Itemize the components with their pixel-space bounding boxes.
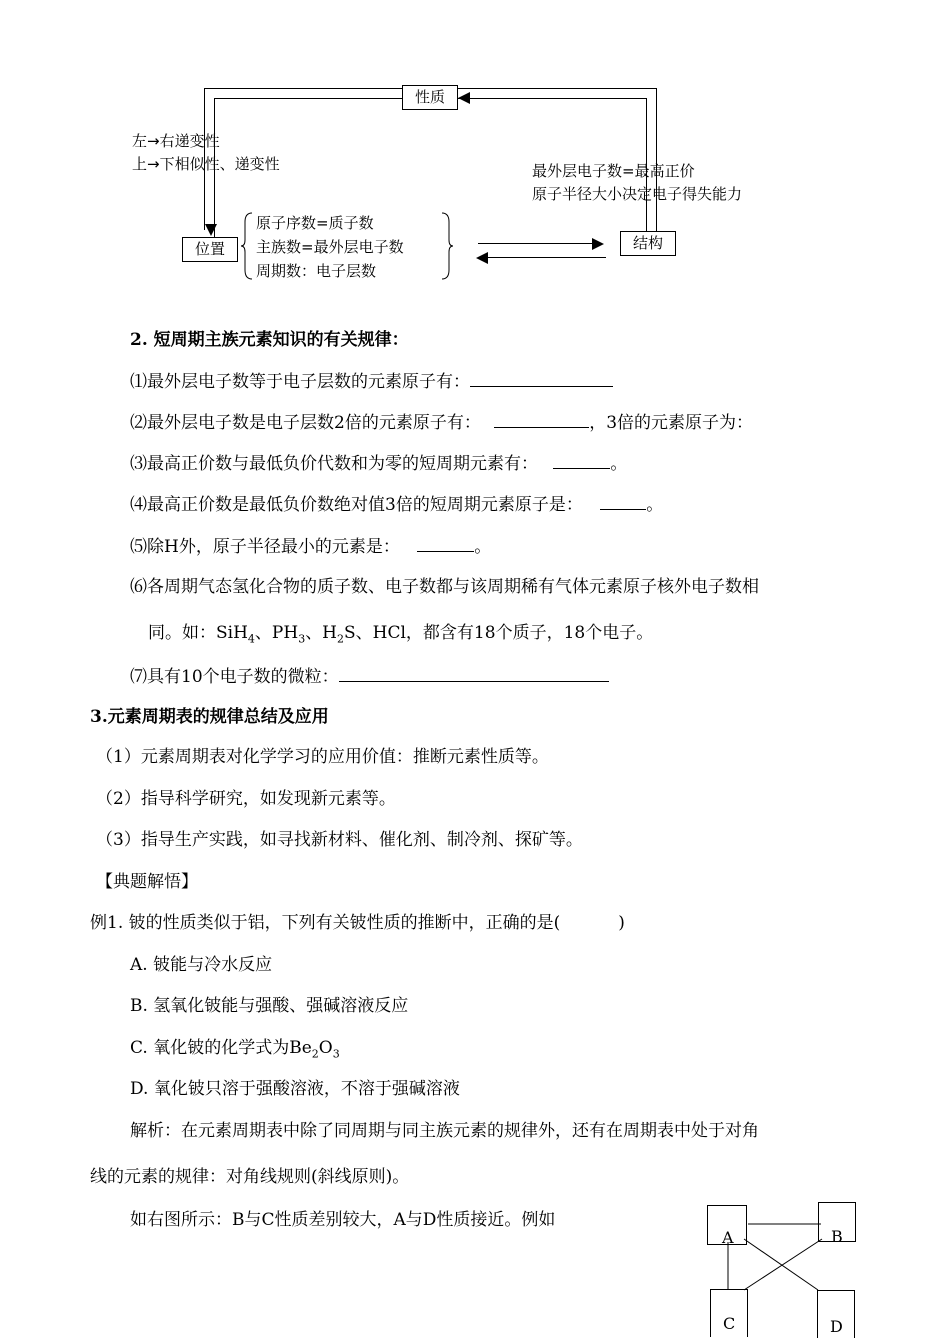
option-a: A. 铍能与冷水反应 bbox=[130, 955, 273, 975]
left-note-2: 上→下相似性、递变性 bbox=[132, 155, 280, 173]
answer-blank[interactable] bbox=[470, 370, 613, 387]
rule-item-2 bbox=[130, 411, 753, 434]
brace-item-1: 原子序数=质子数 bbox=[256, 214, 374, 232]
rule-item-6-line2: 同。如：SiH$_4$、$PH_3$、$H_2S$、HCl，都含有18个质子，18个电子。 bbox=[148, 623, 654, 646]
example-question: 例1. 铍的性质类似于铝，下列有关铍性质的推断中，正确的是( ) bbox=[90, 913, 625, 933]
section3-item-1: （1）元素周期表对化学学习的应用价值：推断元素性质等。 bbox=[96, 747, 549, 767]
answer-blank[interactable] bbox=[553, 452, 610, 469]
box-property: 性质 bbox=[402, 85, 458, 110]
right-note-2: 原子半径大小决定电子得失能力 bbox=[532, 185, 743, 203]
rule-item-2-text: ⑵最外层电子数是电子层数2倍的元素原子有： bbox=[130, 413, 481, 433]
option-d: D. 氧化铍只溶于强酸溶液，不溶于强碱溶液 bbox=[130, 1079, 460, 1099]
cell-b: B bbox=[818, 1202, 856, 1242]
answer-blank[interactable] bbox=[417, 535, 474, 552]
option-c: C. 氧化铍的化学式为$Be_2O_3$ bbox=[130, 1038, 340, 1061]
cell-a: A bbox=[707, 1205, 747, 1245]
cell-c: C bbox=[710, 1289, 748, 1337]
cell-d: D bbox=[817, 1290, 855, 1338]
arrow-left-icon bbox=[476, 251, 490, 265]
rule-item-1 bbox=[130, 370, 613, 393]
box-structure: 结构 bbox=[620, 231, 676, 256]
analysis-line-1: 解析：在元素周期表中除了同周期与同主族元素的规律外，还有在周期表中处于对角 bbox=[130, 1121, 759, 1141]
box-position: 位置 bbox=[182, 237, 238, 262]
rule-item-4-text: ⑷最高正价数是最低负价数绝对值3倍的短周期元素原子是： bbox=[130, 495, 583, 515]
left-note-1: 左→右递变性 bbox=[132, 132, 220, 150]
answer-blank[interactable] bbox=[494, 411, 589, 428]
rule-item-7-text: ⑺具有10个电子数的微粒： bbox=[130, 667, 339, 687]
analysis-line-2: 线的元素的规律：对角线规则(斜线原则)。 bbox=[90, 1167, 410, 1187]
rule-item-6-line1: ⑹各周期气态氢化合物的质子数、电子数都与该周期稀有气体元素原子核外电子数相 bbox=[130, 577, 759, 597]
brace-item-2: 主族数=最外层电子数 bbox=[256, 238, 404, 256]
section3-item-3: （3）指导生产实践，如寻找新材料、催化剂、制冷剂、探矿等。 bbox=[96, 830, 583, 850]
right-note-1: 最外层电子数=最高正价 bbox=[532, 162, 695, 180]
analysis-line-3: 如右图所示：B与C性质差别较大，A与D性质接近。例如 bbox=[130, 1210, 556, 1230]
arrow-left-icon bbox=[456, 90, 472, 106]
rule-item-5: ⑸除H外，原子半径最小的元素是： 。 bbox=[130, 537, 492, 557]
arrow-right-icon bbox=[592, 237, 606, 251]
example-heading: 【典题解悟】 bbox=[96, 872, 198, 892]
rule-item-3: ⑶最高正价数与最低负价代数和为零的短周期元素有： 。 bbox=[130, 454, 628, 474]
arrow-down-icon bbox=[203, 224, 219, 238]
option-b: B. 氢氧化铍能与强酸、强碱溶液反应 bbox=[130, 996, 409, 1016]
answer-blank[interactable] bbox=[339, 665, 609, 682]
section2-title: 2. 短周期主族元素知识的有关规律： bbox=[130, 330, 409, 350]
left-brace-icon bbox=[240, 212, 254, 280]
rule-item-1-text: ⑴最外层电子数等于电子层数的元素原子有： bbox=[130, 372, 470, 392]
section3-title: 3.元素周期表的规律总结及应用 bbox=[90, 707, 329, 727]
answer-blank[interactable] bbox=[600, 493, 646, 510]
rule-item-3-text: ⑶最高正价数与最低负价代数和为零的短周期元素有： bbox=[130, 454, 538, 474]
right-brace-icon bbox=[440, 212, 454, 280]
section3-item-2: （2）指导科学研究，如发现新元素等。 bbox=[96, 789, 396, 809]
rule-item-7 bbox=[130, 665, 609, 688]
brace-item-3: 周期数：电子层数 bbox=[256, 262, 377, 280]
rule-item-4: ⑷最高正价数是最低负价数绝对值3倍的短周期元素原子是： 。 bbox=[130, 495, 664, 515]
rule-item-2-tail: ，3倍的元素原子为： bbox=[589, 413, 754, 433]
rule-item-5-text: ⑸除H外，原子半径最小的元素是： bbox=[130, 537, 400, 557]
